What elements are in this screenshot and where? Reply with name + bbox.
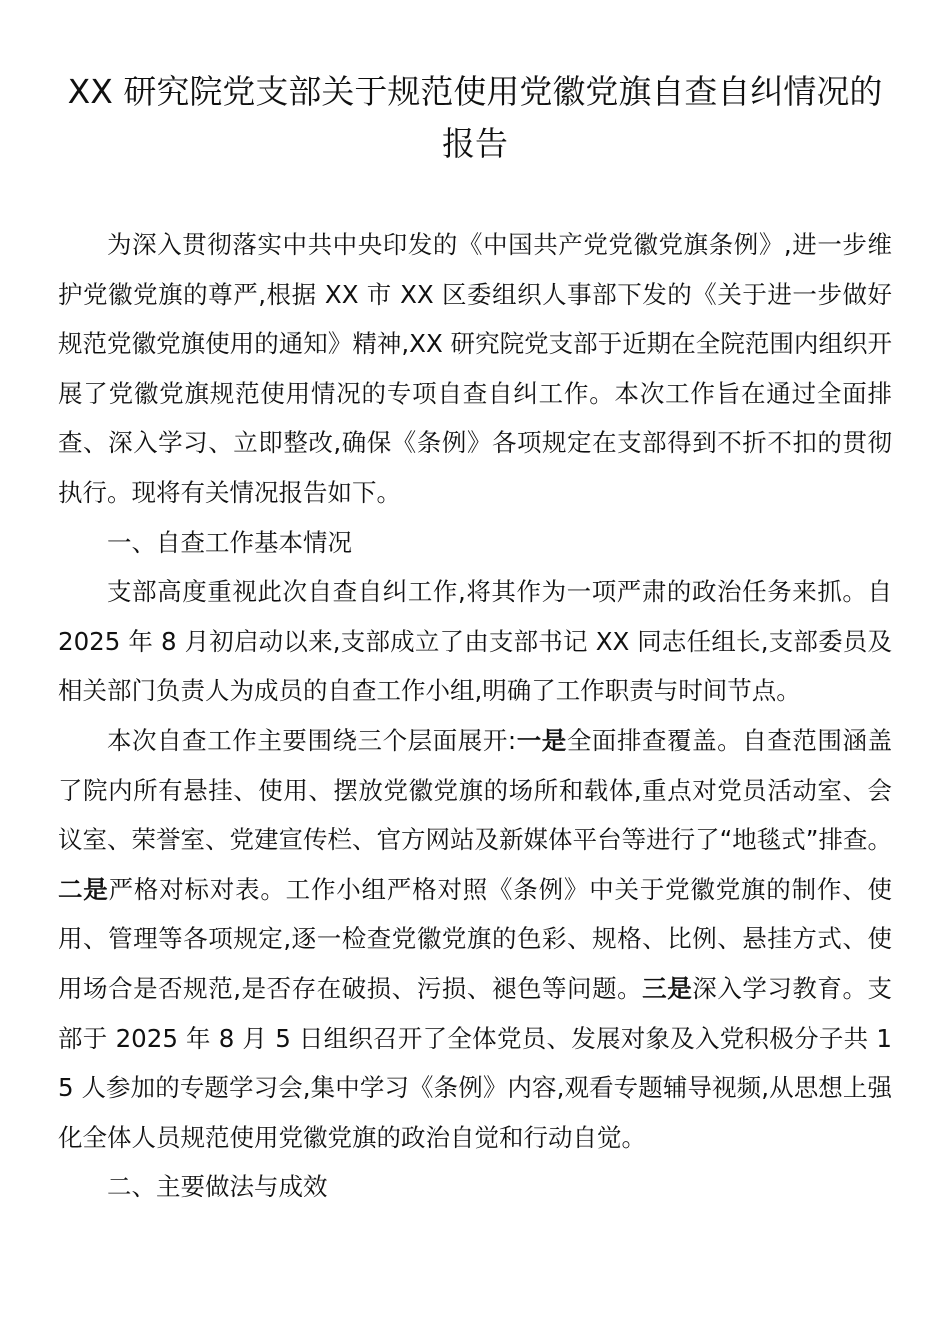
section1-paragraph-1: 支部高度重视此次自查自纠工作,将其作为一项严肃的政治任务来抓。自 2025 年 8 月初启动以来,支部成立了由支部书记 XX 同志任组长,支部委员及相关部门负责人为成员的自查工作小组,明确了工作职责与时间节点。 bbox=[58, 577, 892, 706]
section-heading-2: 二、主要做法与成效 bbox=[107, 1172, 328, 1202]
paragraph-text-2: 严格对标对表。工作小组严格对照《条例》中关于党徽党旗的制作、使用、管理等各项规定,逐一检查党徽党旗的色彩、规格、比例、悬挂方式、使用场合是否规范,是否存在破损、污损、褪色等问题。 bbox=[58, 874, 892, 1003]
document-title: XX 研究院党支部关于规范使用党徽党旗自查自纠情况的报告 bbox=[67, 72, 883, 163]
paragraph-text-3: 深入学习教育。支部于 2025 年 8 月 5 日组织召开了全体党员、发展对象及入党积极分子共 15 人参加的专题学习会,集中学习《条例》内容,观看专题辅导视频,从思想上强化全体人员规范使用党徽党旗的政治自觉和行动自觉。 bbox=[58, 973, 893, 1152]
section-heading-1: 一、自查工作基本情况 bbox=[107, 527, 352, 557]
lead-phrase-3: 三是 bbox=[642, 973, 693, 1003]
lead-phrase-2: 二是 bbox=[58, 874, 109, 904]
lead-phrase-1: 一是 bbox=[516, 725, 567, 755]
paragraph-text-1: 全面排查覆盖。自查范围涵盖了院内所有悬挂、使用、摆放党徽党旗的场所和载体,重点对党员活动室、会议室、荣誉室、党建宣传栏、官方网站及新媒体平台等进行了“地毯式”排查。 bbox=[58, 725, 892, 855]
document-page bbox=[58, 66, 892, 1212]
paragraph-prefix: 本次自查工作主要围绕三个层面展开: bbox=[107, 725, 517, 755]
document-body bbox=[58, 220, 892, 1212]
intro-paragraph: 为深入贯彻落实中共中央印发的《中国共产党党徽党旗条例》,进一步维护党徽党旗的尊严,根据 XX 市 XX 区委组织人事部下发的《关于进一步做好规范党徽党旗使用的通知》精神,XX 研究院党支部于近期在全院范围内组织开展了党徽党旗规范使用情况的专项自查自纠工作。本次工作旨在通过全面排查、深入学习、立即整改,确保《条例》各项规定在支部得到不折不扣的贯彻执行。现将有关情况报告如下。 bbox=[58, 230, 892, 507]
section1-paragraph-2 bbox=[58, 716, 892, 1162]
